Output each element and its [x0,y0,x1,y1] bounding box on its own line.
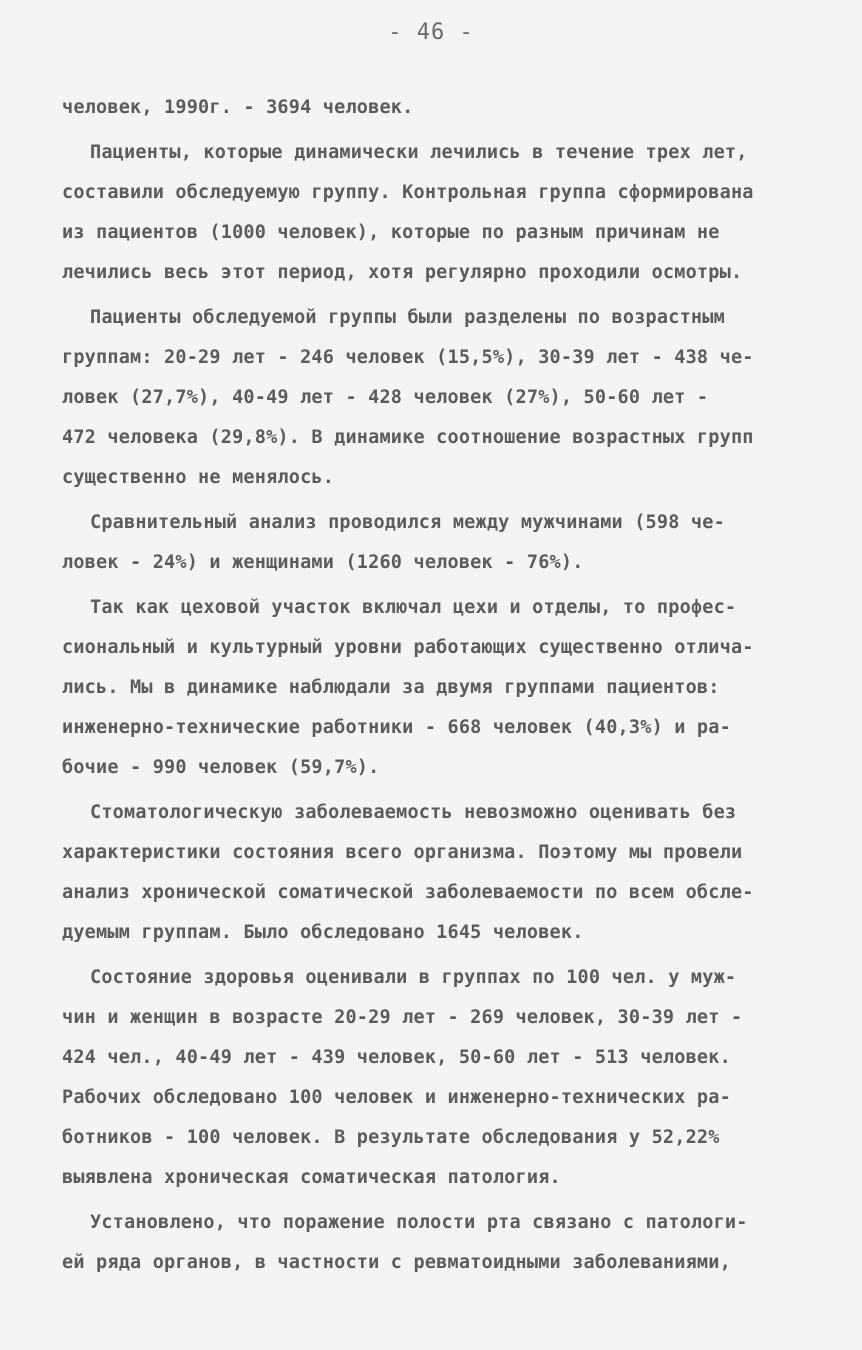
page-number: - 46 - [388,20,474,45]
text-line: Стоматологическую заболеваемость невозможно оценивать без [90,802,737,823]
text-line: из пациентов (1000 человек), которые по разным причинам не [62,222,720,243]
text-line: человек, 1990г. - 3694 человек. [62,97,414,118]
text-line: выявлена хроническая соматическая патология. [62,1167,561,1188]
text-line: группам: 20-29 лет - 246 человек (15,5%), 30-39 лет - 438 че- [62,347,754,368]
text-line: инженерно-технические работники - 668 человек (40,3%) и ра- [62,717,731,738]
text-line: чин и женщин в возрасте 20-29 лет - 269 человек, 30-39 лет - [62,1007,743,1028]
text-line: Сравнительный анализ проводился между мужчинами (598 че- [90,512,725,533]
text-line: Так как цеховой участок включал цехи и отделы, то профес- [90,597,737,618]
text-line: бочие - 990 человек (59,7%). [62,757,380,778]
text-line: Установлено, что поражение полости рта связано с патологи- [90,1212,748,1233]
text-line: лечились весь этот период, хотя регулярно проходили осмотры. [62,262,743,283]
text-line: Пациенты, которые динамически лечились в течение трех лет, [90,142,748,163]
text-line: Пациенты обследуемой группы были разделены по возрастным [90,307,725,328]
body-text [62,88,822,1283]
text-line: анализ хронической соматической заболеваемости по всем обсле- [62,882,754,903]
text-line: Рабочих обследовано 100 человек и инженерно-технических ра- [62,1087,731,1108]
text-line: ботников - 100 человек. В результате обследования у 52,22% [62,1127,720,1148]
text-line: дуемым группам. Было обследовано 1645 человек. [62,922,584,943]
text-line: существенно не менялось. [62,467,335,488]
text-line: сиональный и культурный уровни работающих существенно отлича- [62,637,754,658]
text-line: составили обследуемую группу. Контрольная группа сформирована [62,182,754,203]
text-line: Состояние здоровья оценивали в группах по 100 чел. у муж- [90,967,737,988]
text-line: 424 чел., 40-49 лет - 439 человек, 50-60 лет - 513 человек. [62,1047,731,1068]
text-line: характеристики состояния всего организма. Поэтому мы провели [62,842,743,863]
text-line: лись. Мы в динамике наблюдали за двумя группами пациентов: [62,677,720,698]
text-line: ловек - 24%) и женщинами (1260 человек - 76%). [62,552,584,573]
text-line: ей ряда органов, в частности с ревматоидными заболеваниями, [62,1252,731,1273]
text-line: 472 человека (29,8%). В динамике соотношение возрастных групп [62,427,754,448]
text-line: ловек (27,7%), 40-49 лет - 428 человек (27%), 50-60 лет - [62,387,709,408]
